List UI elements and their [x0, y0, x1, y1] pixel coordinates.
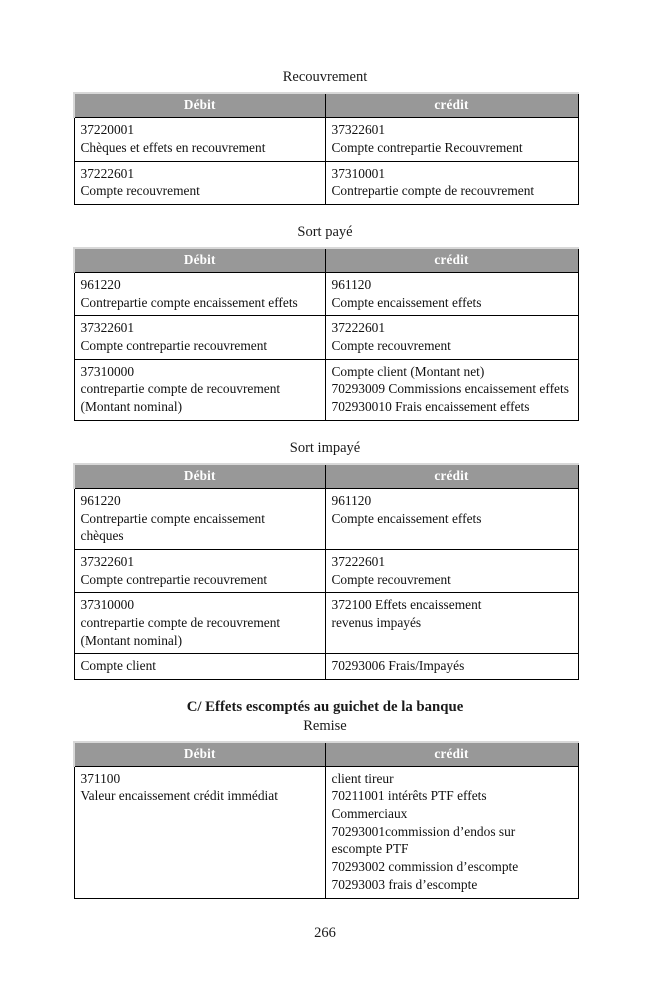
column-header-debit: Débit — [74, 742, 325, 767]
cell-line: 70293006 Frais/Impayés — [331, 658, 465, 674]
cell-line: revenus impayés — [331, 615, 422, 631]
cell-line: chèques — [80, 528, 124, 544]
cell-line: Compte contrepartie recouvrement — [80, 571, 268, 587]
cell-line: 37310000 — [80, 363, 135, 379]
cell-line: Contrepartie compte encaissement effets — [80, 294, 298, 310]
cell-debit — [74, 550, 325, 593]
column-header-credit: crédit — [325, 742, 578, 767]
cell-line: Compte contrepartie Recouvrement — [331, 139, 523, 155]
section-caption-recouvrement: Recouvrement — [282, 69, 368, 85]
cell-line: (Montant nominal) — [80, 399, 183, 415]
cell-line: 70293002 commission d’escompte — [331, 859, 519, 875]
cell-line: 961120 — [331, 492, 372, 508]
table-row — [74, 766, 578, 898]
cell-line: Compte contrepartie recouvrement — [80, 338, 268, 354]
cell-line: 372100 Effets encaissement — [331, 597, 482, 613]
column-header-debit: Débit — [74, 93, 325, 118]
cell-line: (Montant nominal) — [80, 632, 183, 648]
column-header-credit: crédit — [325, 464, 578, 489]
cell-line: 37310001 — [331, 165, 386, 181]
cell-line: Contrepartie compte de recouvrement — [331, 183, 535, 199]
cell-credit — [325, 550, 578, 593]
column-header-debit: Débit — [74, 248, 325, 273]
cell-line: client tireur — [331, 770, 394, 786]
cell-credit — [325, 654, 578, 680]
table-row — [74, 593, 578, 654]
section-caption-group-sort-impaye — [73, 439, 577, 457]
table-row — [74, 488, 578, 549]
cell-debit — [74, 593, 325, 654]
cell-line: 371100 — [80, 770, 121, 786]
cell-line: Compte client (Montant net) — [331, 363, 485, 379]
cell-debit — [74, 359, 325, 420]
column-header-debit: Débit — [74, 464, 325, 489]
cell-debit — [74, 161, 325, 204]
cell-line: 37322601 — [80, 320, 135, 336]
cell-credit — [325, 316, 578, 359]
table-header-row — [74, 742, 578, 767]
cell-debit — [74, 316, 325, 359]
section-caption-sort-paye: Sort payé — [297, 223, 353, 240]
cell-line: Compte encaissement effets — [331, 510, 482, 526]
cell-line: 70211001 intérêts PTF effets — [331, 788, 487, 804]
cell-line: Valeur encaissement crédit immédiat — [80, 788, 278, 804]
section-caption-remise: Remise — [303, 717, 347, 734]
cell-debit — [74, 118, 325, 161]
cell-line: Contrepartie compte encaissement — [80, 510, 265, 526]
cell-line: 702930010 Frais encaissement effets — [331, 399, 530, 415]
table-header-row — [74, 93, 578, 118]
cell-line: contrepartie compte de recouvrement — [80, 615, 281, 631]
cell-line: 37222601 — [331, 320, 386, 336]
cell-line: 37310000 — [80, 597, 135, 613]
table-row — [74, 654, 578, 680]
accounting-table-sort-impaye — [73, 463, 579, 680]
table-row — [74, 161, 578, 204]
cell-line: 961220 — [80, 277, 121, 292]
cell-line: 70293003 frais d’escompte — [331, 876, 478, 892]
cell-line: Compte client — [80, 658, 156, 674]
cell-line: 37322601 — [80, 554, 135, 569]
cell-debit — [74, 488, 325, 549]
cell-line: Chèques et effets en recouvrement — [80, 139, 266, 155]
cell-line: escompte PTF — [331, 841, 409, 857]
page-content — [73, 68, 577, 917]
accounting-table-recouvrement — [73, 92, 579, 205]
cell-line: 961120 — [331, 277, 372, 292]
section-heading-effets-escomptes: C/ Effets escomptés au guichet de la banque — [186, 699, 464, 716]
section-caption-group-recouvrement — [73, 68, 577, 86]
table-header-row — [74, 464, 578, 489]
cell-line: 37322601 — [331, 122, 386, 138]
cell-line: contrepartie compte de recouvrement — [80, 381, 281, 397]
cell-credit — [325, 161, 578, 204]
cell-debit — [74, 273, 325, 316]
cell-debit — [74, 654, 325, 680]
cell-line: 70293001commission d’endos sur — [331, 823, 516, 839]
cell-credit — [325, 766, 578, 898]
cell-line: 961220 — [80, 492, 121, 508]
table-row — [74, 359, 578, 420]
column-header-credit: crédit — [325, 93, 578, 118]
section-caption-group-sort-paye — [73, 223, 577, 241]
table-row — [74, 273, 578, 316]
accounting-table-remise — [73, 741, 579, 899]
cell-line: 37222601 — [80, 165, 135, 181]
section-caption-group-effets-escomptes — [73, 698, 577, 735]
cell-credit — [325, 593, 578, 654]
table-row — [74, 550, 578, 593]
cell-line: Compte recouvrement — [331, 338, 451, 354]
cell-line: Compte recouvrement — [331, 571, 451, 587]
page-number: 266 — [314, 925, 336, 941]
accounting-table-sort-paye — [73, 247, 579, 421]
cell-line: 37222601 — [331, 554, 386, 569]
cell-credit — [325, 118, 578, 161]
table-header-row — [74, 248, 578, 273]
column-header-credit: crédit — [325, 248, 578, 273]
section-caption-sort-impaye: Sort impayé — [289, 439, 361, 456]
cell-credit — [325, 488, 578, 549]
cell-line: 37220001 — [80, 122, 135, 138]
cell-credit — [325, 359, 578, 420]
cell-line: 70293009 Commissions encaissement effets — [331, 381, 569, 397]
cell-line: Compte encaissement effets — [331, 294, 482, 310]
table-row — [74, 118, 578, 161]
cell-line: Compte recouvrement — [80, 183, 200, 199]
table-row — [74, 316, 578, 359]
cell-line: Commerciaux — [331, 806, 408, 822]
cell-debit — [74, 766, 325, 898]
cell-credit — [325, 273, 578, 316]
